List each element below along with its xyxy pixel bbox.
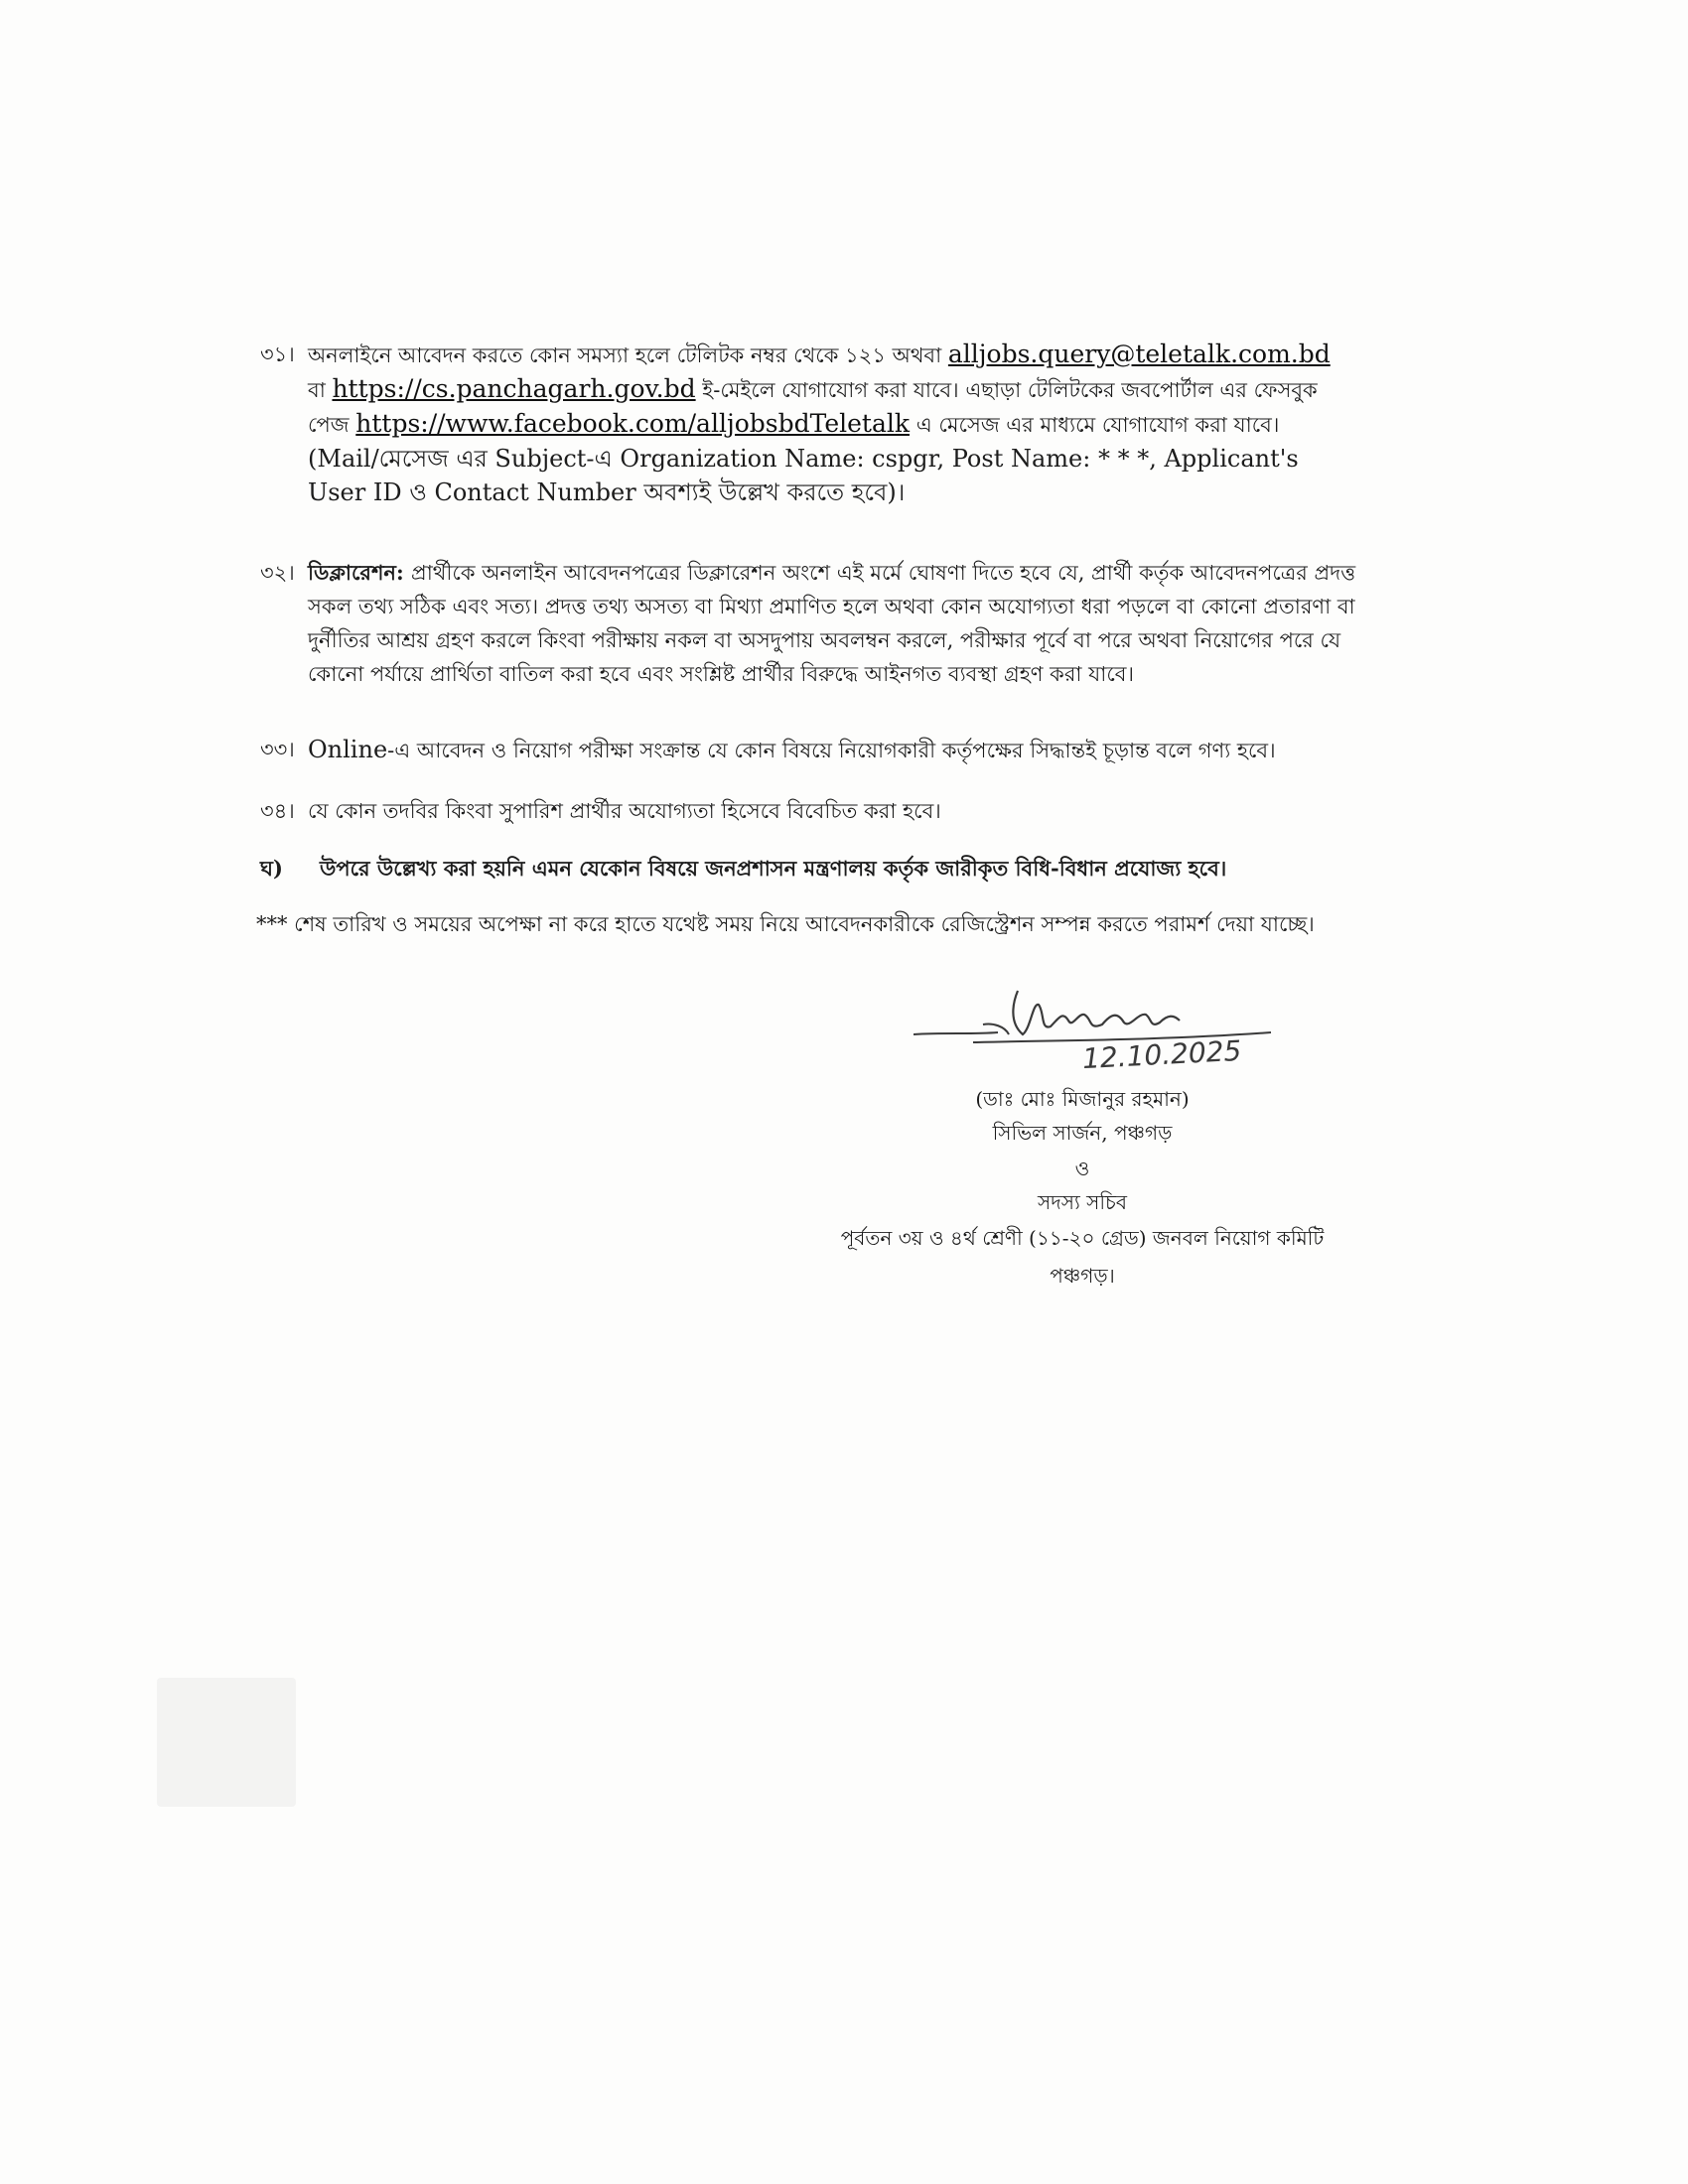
clause-text: যে কোন তদবির কিংবা সুপারিশ প্রার্থীর অযোগ্যতা হিসেবে বিবেচিত করা হবে। xyxy=(308,799,941,823)
clause-body xyxy=(308,794,1479,828)
clause-body xyxy=(308,733,1479,767)
clause-text: বা xyxy=(308,378,333,402)
clause-33 xyxy=(260,733,1481,772)
clause-text: এ মেসেজ এর মাধ্যমে যোগাযোগ করা যাবে। xyxy=(910,413,1280,437)
clause-body xyxy=(308,338,1479,509)
clause-line xyxy=(308,407,1479,442)
signatory-designation: সিভিল সার্জন, পঞ্চগড় xyxy=(992,1121,1173,1145)
clause-line xyxy=(308,372,1479,407)
clause-body xyxy=(320,852,1491,886)
clause-text: User ID ও Contact Number অবশ্যই উল্লেখ করতে হবে)। xyxy=(308,478,906,506)
signatory-name: (ডাঃ মোঃ মিজানুর রহমান) xyxy=(975,1087,1190,1111)
clause-text: অনলাইনে আবেদন করতে কোন সমস্যা হলে টেলিটক নম্বর থেকে ১২১ অথবা xyxy=(308,343,948,367)
clause-line xyxy=(308,442,1479,476)
clause-text: পেজ xyxy=(308,413,356,437)
committee-name: পূর্বতন ৩য় ও ৪র্থ শ্রেণী (১১-২০ গ্রেড) জনবল নিয়োগ কমিটি xyxy=(840,1226,1325,1250)
clause-34 xyxy=(260,794,1481,834)
clause-31 xyxy=(260,338,1481,526)
declaration-heading: ডিক্লারেশন: xyxy=(308,560,412,585)
clause-32 xyxy=(260,556,1481,705)
clause-line xyxy=(308,476,1479,509)
clause-line xyxy=(308,657,1479,691)
clause-line xyxy=(308,556,1479,590)
facebook-link[interactable]: https://www.facebook.com/alljobsbdTeletalk xyxy=(355,409,911,438)
email-link[interactable]: alljobs.query@teletalk.com.bd xyxy=(947,340,1331,368)
clause-number: ৩১। xyxy=(260,342,295,366)
clause-number: ৩২। xyxy=(260,561,295,585)
signatory-place: পঞ্চগড়। xyxy=(1050,1264,1115,1288)
scan-artifact xyxy=(157,1678,296,1807)
clause-body xyxy=(308,556,1479,691)
clause-number: ৩৪। xyxy=(260,799,295,823)
clause-text: কোনো পর্যায়ে প্রার্থিতা বাতিল করা হবে এবং সংশ্লিষ্ট প্রার্থীর বিরুদ্ধে আইনগত ব্যবস্থা গ্রহণ করা যাবে। xyxy=(308,662,1135,686)
signatory-and: ও xyxy=(1074,1157,1090,1180)
clause-text: (Mail/মেসেজ এর Subject-এ Organization Name: cspgr, Post Name: * * *, Applicant's xyxy=(308,445,1299,473)
clause-text: দুর্নীতির আশ্রয় গ্রহণ করলে কিংবা পরীক্ষায় নকল বা অসদুপায় অবলম্বন করলে, পরীক্ষার পূর্বে বা পরে অথবা নিয়োগের পরে যে xyxy=(308,628,1341,652)
deadline-note xyxy=(256,907,1477,947)
clause-text: Online xyxy=(308,736,388,763)
clause-gha xyxy=(260,852,1481,891)
signature-date: 12.10.2025 xyxy=(1081,1033,1243,1076)
clause-text: ই-মেইলে যোগাযোগ করা যাবে। এছাড়া টেলিটকের জবপোর্টাল এর ফেসবুক xyxy=(695,378,1318,402)
note-text: *** শেষ তারিখ ও সময়ের অপেক্ষা না করে হাতে যথেষ্ট সময় নিয়ে আবেদনকারীকে রেজিস্ট্রেশন সম্পন্ন করতে পরামর্শ দেয়া যাচ্ছে। xyxy=(256,912,1315,936)
clause-label: ঘ) xyxy=(260,856,283,881)
clause-line xyxy=(308,623,1479,657)
signatory-role: সদস্য সচিব xyxy=(1038,1190,1127,1214)
clause-text: প্রার্থীকে অনলাইন আবেদনপত্রের ডিক্লারেশন অংশে এই মর্মে ঘোষণা দিতে হবে যে, প্রার্থী কর্তৃক আবেদনপত্রের প্রদত্ত xyxy=(411,561,1356,585)
clause-text: -এ আবেদন ও নিয়োগ পরীক্ষা সংক্রান্ত যে কোন বিষয়ে নিয়োগকারী কর্তৃপক্ষের সিদ্ধান্তই চূড়ান্ত বলে গণ্য হবে। xyxy=(387,739,1276,762)
clause-text: উপরে উল্লেখ্য করা হয়নি এমন যেকোন বিষয়ে জনপ্রশাসন মন্ত্রণালয় কর্তৃক জারীকৃত বিধি-বিধান প্রযোজ্য হবে। xyxy=(320,856,1227,881)
clause-number: ৩৩। xyxy=(260,738,295,761)
clause-line xyxy=(308,590,1479,623)
clause-line xyxy=(308,338,1479,372)
clause-text: সকল তথ্য সঠিক এবং সত্য। প্রদত্ত তথ্য অসত্য বা মিথ্যা প্রমাণিত হলে অথবা কোন অযোগ্যতা ধরা পড়লে বা কোনো প্রতারণা বা xyxy=(308,595,1355,618)
website-link[interactable]: https://cs.panchagarh.gov.bd xyxy=(332,374,696,403)
